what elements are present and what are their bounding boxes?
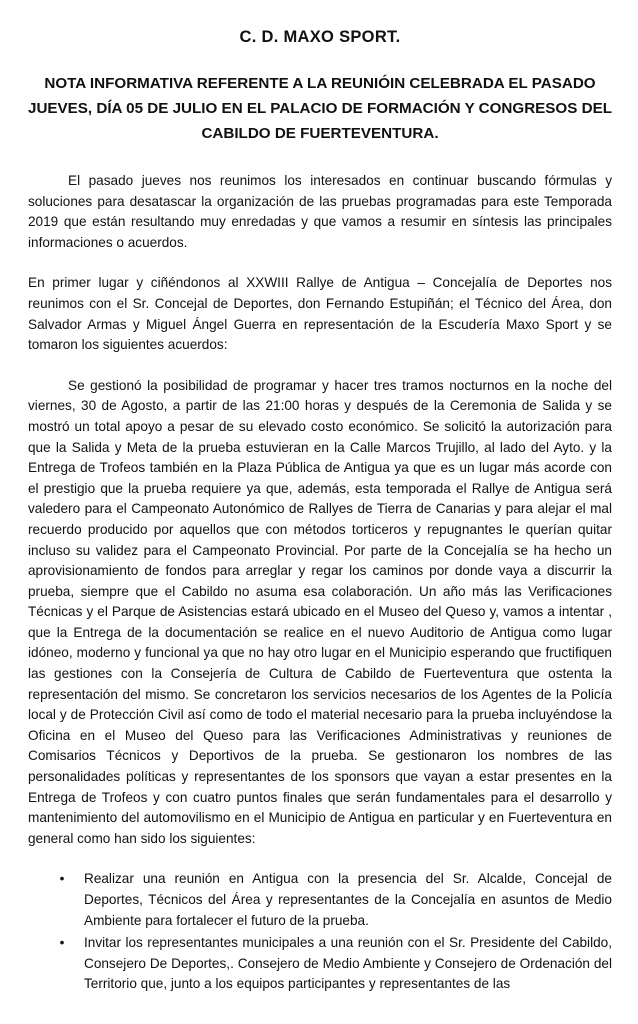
paragraph-intro: El pasado jueves nos reunimos los interesados en continuar buscando fórmulas y soluciones para desatascar la organización de las pruebas programadas para este Temporada 2019 que están resultando muy enredadas y que vamos a resumir en síntesis las principales informaciones o acuerdos.	[28, 173, 612, 250]
paragraph-agreements: Se gestionó la posibilidad de programar y hacer tres tramos nocturnos en la noche del viernes, 30 de Agosto, a partir de las 21:00 horas y después de la Ceremonia de Salida y se mostró un total apoyo a pesar de su elevado costo económico. Se solicitó la autorización para que la Salida y Meta de la prueba estuvieran en la Calle Marcos Trujillo, al lado del Ayto. y la Entrega de Trofeos también en la Plaza Pública de Antigua ya que es un lugar más acorde con el prestigio que la prueba requiere ya que, además, esta temporada el Rallye de Antigua será valedero para el Campeonato Autonómico de Rallyes de Tierra de Canarias y para alejar el mal recuerdo producido por aquellos que con métodos torticeros y repugnantes le querían quitar incluso su validez para el Campeonato Provincial. Por parte de la Concejalía se ha hecho un aprovisionamiento de fondos para arreglar y regar los caminos por donde vaya a discurrir la prueba, siempre que el Cabildo no asuma esa colaboración. Un año más las Verificaciones Técnicas y el Parque de Asistencias estará ubicado en el Museo del Queso y, vamos a intentar , que la Entrega de la documentación se realice en el nuevo Auditorio de Antigua como lugar idóneo, moderno y funcional ya que no hay otro lugar en el Municipio esperando que fructifiquen las gestiones con la Consejería de Cultura de Cabildo de Fuerteventura que ostenta la representación del mismo. Se concretaron los servicios necesarios de los Agentes de la Policía local y de Protección Civil así como de todo el material necesario para la prueba incluyéndose la Oficina en el Museo del Queso para las Verificaciones Administrativas y reuniones de Comisarios Técnicos y Deportivos de la prueba. Se gestionaron los nombres de las personalidades políticas y representantes de los sponsors que vayan a estar presentes en la Entrega de Trofeos y con cuatro puntos finales que serán fundamentales para el desarrollo y mantenimiento del automovilismo en el Municipio de Antigua en particular y en Fuerteventura en general como han sido los siguientes:	[28, 377, 612, 846]
list-item	[28, 933, 612, 995]
bullet-icon: •	[59, 871, 65, 887]
club-name: C. D. MAXO SPORT.	[239, 28, 401, 46]
document-heading: NOTA INFORMATIVA REFERENTE A LA REUNIÓIN CELEBRADA EL PASADO JUEVES, DÍA 05 DE JULIO EN EL PALACIO DE FORMACIÓN Y CONGRESOS DEL CABILDO DE FUERTEVENTURA.	[28, 75, 612, 142]
bullet-text: Invitar los representantes municipales a una reunión con el Sr. Presidente del Cabildo, Consejero De Deportes,. Consejero de Medio Ambiente y Consejero de Ordenación del Territorio que, junto a los equipos participantes y representantes de las	[84, 935, 612, 992]
bullet-list	[28, 869, 612, 995]
paragraph-meeting: En primer lugar y ciñéndonos al XXWIII Rallye de Antigua – Concejalía de Deportes nos reunimos con el Sr. Concejal de Deportes, don Fernando Estupiñán; el Técnico del Área, don Salvador Armas y Miguel Ángel Guerra en representación de la Escudería Maxo Sport y se tomaron los siguientes acuerdos:	[28, 275, 612, 353]
document-page	[28, 28, 612, 997]
bullet-icon: •	[59, 935, 65, 951]
list-item	[28, 869, 612, 931]
bullet-text: Realizar una reunión en Antigua con la presencia del Sr. Alcalde, Concejal de Deportes, Técnicos del Área y representantes de la Concejalía en asuntos de Medio Ambiente para fortalecer el futuro de la prueba.	[84, 871, 612, 928]
